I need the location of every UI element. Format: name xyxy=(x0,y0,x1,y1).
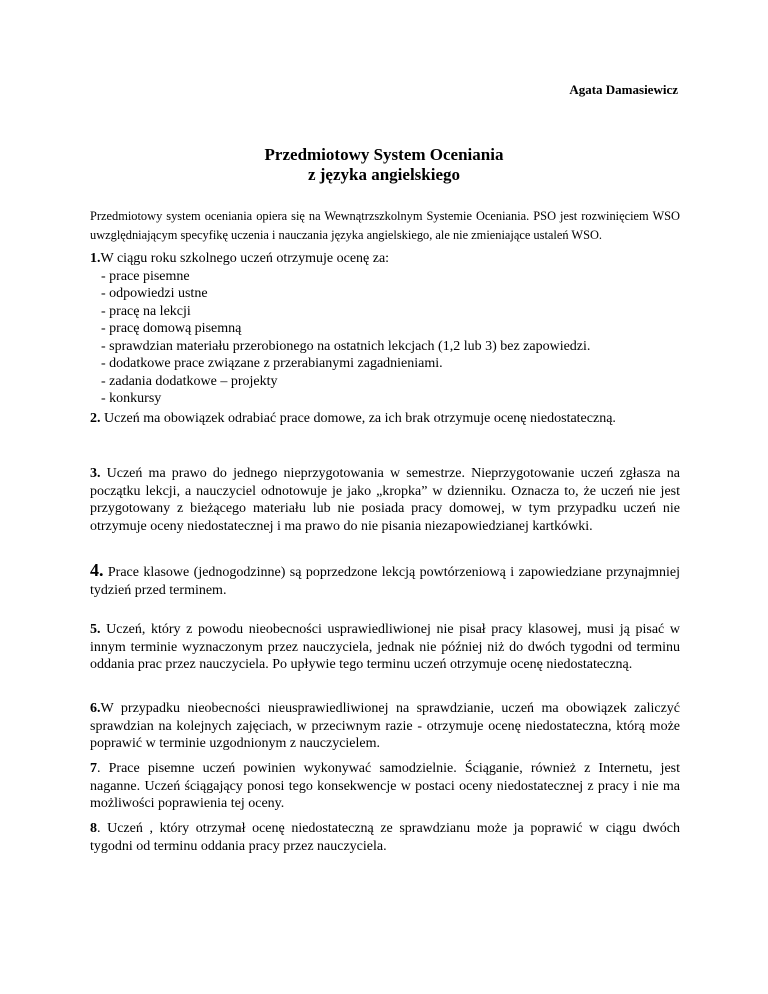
list-item: - konkursy xyxy=(101,391,162,406)
paragraph-number: 4. xyxy=(90,560,104,580)
paragraph-number: 7 xyxy=(90,761,97,776)
title-line-1: Przedmiotowy System Oceniania xyxy=(264,145,504,164)
paragraph-5 xyxy=(90,621,680,674)
paragraph-1 xyxy=(90,250,680,408)
paragraph-text: Uczeń ma obowiązek odrabiać prace domowe, za ich brak otrzymuje ocenę niedostateczną. xyxy=(100,411,616,426)
paragraph-number: 3. xyxy=(90,466,101,481)
paragraph-text: W ciągu roku szkolnego uczeń otrzymuje ocenę za: xyxy=(100,251,390,266)
paragraph-7 xyxy=(90,760,680,813)
list-item: - dodatkowe prace związane z przerabianymi zagadnieniami. xyxy=(101,356,443,371)
list-item: - sprawdzian materiału przerobionego na ostatnich lekcjach (1,2 lub 3) bez zapowiedzi. xyxy=(101,338,591,354)
paragraph-text: Uczeń ma prawo do jednego nieprzygotowania w semestrze. Nieprzygotowanie uczeń zgłasza na początku lekcji, a nauczyciel odnotowuje je jako „kropka” w dzienniku. Oznacza to, że uczeń nie jest przygotowany z bieżącego materiału lub nie posiada pracy domowej, w tym przypadku uczeń nie otrzymuje oceny niedostatecznej i ma prawo do nie pisania niezapowiedzianej kartkówki. xyxy=(90,466,680,534)
list-item: - prace pisemne xyxy=(101,268,190,284)
list-item: - zadania dodatkowe – projekty xyxy=(101,373,278,389)
paragraph-number: 6. xyxy=(90,701,101,716)
paragraph-text: Uczeń, który z powodu nieobecności usprawiedliwionej nie pisał pracy klasowej, musi ją pisać w innym terminie wyznaczonym przez nauczyciela, jednak nie później niż do dwóch tygodni od terminu oddania prac przez nauczyciela. Po upływie tego terminu uczeń otrzymuje ocenę niedostateczną. xyxy=(90,622,680,672)
paragraph-text: Prace klasowe (jednogodzinne) są poprzedzone lekcją powtórzeniową i zapowiedziane przynajmniej tydzień przed terminem. xyxy=(90,565,680,598)
paragraph-number: 5. xyxy=(90,622,101,637)
paragraph-text: . Prace pisemne uczeń powinien wykonywać samodzielnie. Ściąganie, również z Internetu, jest naganne. Uczeń ściągający ponosi tego konsekwencje w postaci oceny niedostatecznej z pracy i nie ma możliwości poprawienia tej oceny. xyxy=(90,761,680,811)
document-title xyxy=(0,145,768,185)
paragraph-text: W przypadku nieobecności nieusprawiedliwionej na sprawdzianie, uczeń ma obowiązek zaliczyć sprawdzian na kolejnych zajęciach, w przeciwnym razie - otrzymuje ocenę niedostateczna, którą może poprawić w terminie uzgodnionym z nauczycielem. xyxy=(90,701,680,751)
paragraph-text: . Uczeń , który otrzymał ocenę niedostateczną ze sprawdzianu może ja poprawić w ciągu dwóch tygodni od terminu oddania pracy przez nauczyciela. xyxy=(90,821,680,854)
list-item: - odpowiedzi ustne xyxy=(101,286,208,301)
title-line-2: z języka angielskiego xyxy=(307,165,461,184)
paragraph-number: 2. xyxy=(90,411,101,426)
author-name: Agata Damasiewicz xyxy=(569,82,678,97)
intro-paragraph: Przedmiotowy system oceniania opiera się na Wewnątrzszkolnym Systemie Oceniania. PSO jest rozwinięciem WSO uwzględniającym specyfikę uczenia i nauczania języka angielskiego, ale nie zmieniające ustaleń WSO. xyxy=(90,209,680,242)
list-item: - pracę domową pisemną xyxy=(101,321,242,336)
paragraph-number: 8 xyxy=(90,821,97,836)
paragraph-3 xyxy=(90,465,680,535)
list-item: - pracę na lekcji xyxy=(101,303,191,319)
paragraph-number: 1. xyxy=(90,251,101,266)
paragraph-6 xyxy=(90,700,680,753)
paragraph-8 xyxy=(90,820,680,855)
paragraph-2 xyxy=(90,410,680,428)
paragraph-4 xyxy=(90,562,680,599)
grading-items-list xyxy=(90,268,680,408)
